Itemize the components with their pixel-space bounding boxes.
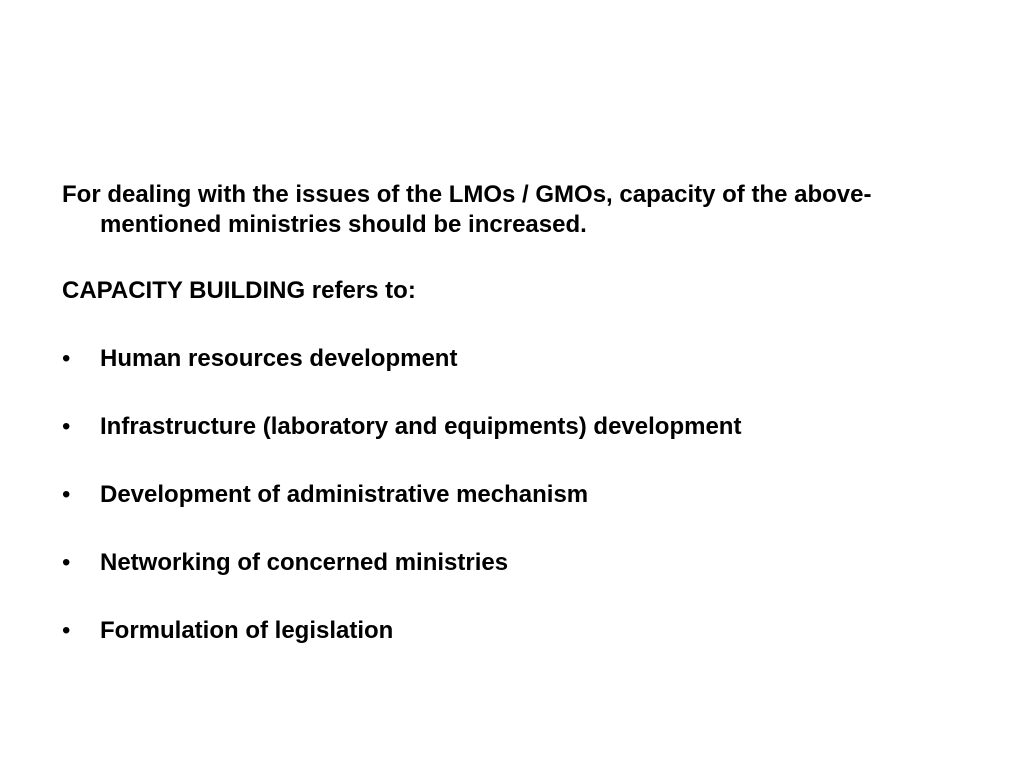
list-item bbox=[62, 344, 962, 374]
bullet-text: Infrastructure (laboratory and equipments) development bbox=[100, 413, 742, 440]
bullet-text: Networking of concerned ministries bbox=[100, 549, 509, 576]
intro-paragraph: For dealing with the issues of the LMOs / GMOs, capacity of the above-mentioned ministries should be increased. bbox=[62, 181, 872, 238]
slide-body bbox=[62, 180, 962, 684]
bullet-icon: • bbox=[62, 345, 71, 372]
list-item bbox=[62, 548, 962, 578]
bullet-icon: • bbox=[62, 549, 71, 576]
list-item bbox=[62, 412, 962, 442]
list-item bbox=[62, 480, 962, 510]
bullet-text: Formulation of legislation bbox=[100, 617, 394, 644]
section-heading: CAPACITY BUILDING refers to: bbox=[62, 277, 416, 304]
bullet-list bbox=[62, 344, 962, 646]
bullet-icon: • bbox=[62, 481, 71, 508]
bullet-icon: • bbox=[62, 617, 71, 644]
bullet-icon: • bbox=[62, 413, 71, 440]
list-item bbox=[62, 616, 962, 646]
bullet-text: Development of administrative mechanism bbox=[100, 481, 589, 508]
bullet-text: Human resources development bbox=[100, 345, 458, 372]
